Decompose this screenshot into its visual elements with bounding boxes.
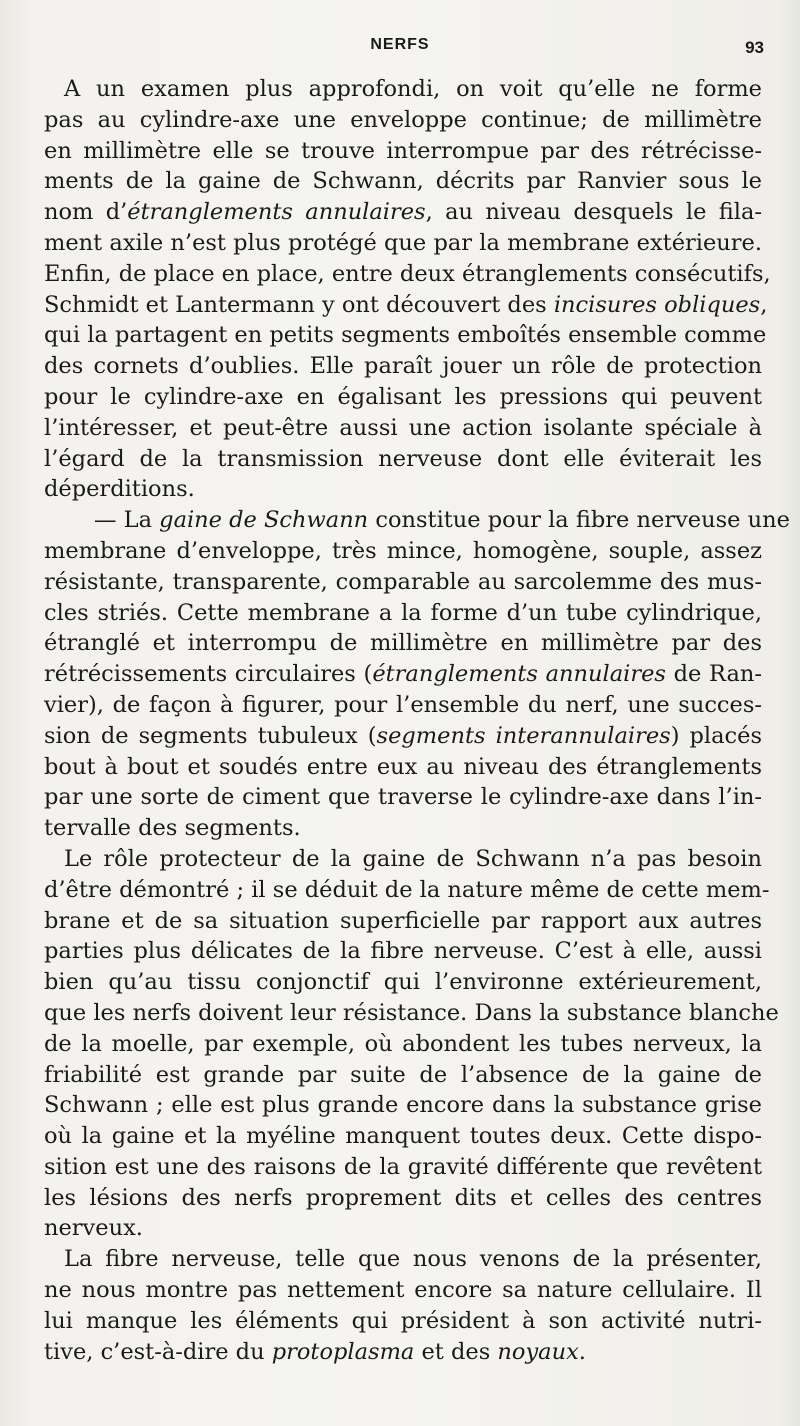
text-line: pour le cylindre-axe en égalisant les pressions qui peuvent bbox=[44, 383, 762, 410]
page-number: 93 bbox=[745, 38, 764, 57]
text-line: où la gaine et la myéline manquent toutes deux. Cette dispo- bbox=[44, 1123, 762, 1150]
text-line: lui manque les éléments qui président à son activité nutri- bbox=[44, 1307, 762, 1334]
text-line: ment axile n’est plus protégé que par la membrane extérieure. bbox=[44, 229, 762, 256]
text-line: La fibre nerveuse, telle que nous venons de la présenter, bbox=[64, 1246, 762, 1273]
text-line: Schmidt et Lantermann y ont découvert des incisures obliques, bbox=[44, 291, 768, 318]
running-head bbox=[0, 34, 800, 58]
text-line: — La gaine de Schwann constitue pour la fibre nerveuse une bbox=[94, 507, 790, 534]
text-line: les lésions des nerfs proprement dits et celles des centres bbox=[44, 1184, 762, 1211]
text-line: que les nerfs doivent leur résistance. Dans la substance blanche bbox=[44, 999, 779, 1026]
text-line: A un examen plus approfondi, on voit qu’elle ne forme bbox=[64, 76, 762, 102]
text-line: résistante, transparente, comparable au sarcolemme des mus- bbox=[44, 568, 762, 595]
text-line: des cornets d’oublies. Elle paraît jouer un rôle de protection bbox=[44, 353, 762, 380]
text-line: membrane d’enveloppe, très mince, homogène, souple, assez bbox=[44, 537, 762, 564]
text-line: Schwann ; elle est plus grande encore dans la substance grise bbox=[44, 1092, 762, 1119]
body-text bbox=[44, 74, 790, 1367]
text-line: bout à bout et soudés entre eux au niveau des étranglements bbox=[44, 753, 762, 780]
text-line: rétrécissements circulaires (étranglements annulaires de Ran- bbox=[44, 661, 762, 688]
text-line: l’égard de la transmission nerveuse dont elle éviterait les bbox=[44, 445, 762, 472]
text-line: sion de segments tubuleux (segments interannulaires) placés bbox=[44, 722, 762, 749]
text-line: sition est une des raisons de la gravité différente que revêtent bbox=[44, 1153, 762, 1180]
text-line: tive, c’est-à-dire du protoplasma et des noyaux. bbox=[44, 1338, 586, 1365]
text-line: Le rôle protecteur de la gaine de Schwann n’a pas besoin bbox=[64, 845, 762, 872]
chapter-title: NERFS bbox=[370, 36, 430, 53]
text-line: en millimètre elle se trouve interrompue par des rétrécisse- bbox=[44, 137, 762, 164]
text-line: brane et de sa situation superficielle par rapport aux autres bbox=[44, 907, 762, 934]
text-line: ne nous montre pas nettement encore sa nature cellulaire. Il bbox=[44, 1277, 762, 1304]
text-line: par une sorte de ciment que traverse le cylindre-axe dans l’in- bbox=[44, 784, 762, 811]
text-line: nom d’étranglements annulaires, au niveau desquels le fila- bbox=[44, 199, 762, 226]
text-line: de la moelle, par exemple, où abondent les tubes nerveux, la bbox=[44, 1030, 762, 1057]
text-line: d’être démontré ; il se déduit de la nature même de cette mem- bbox=[44, 876, 770, 903]
text-line: Enfin, de place en place, entre deux étranglements consécutifs, bbox=[44, 260, 771, 287]
text-line: parties plus délicates de la fibre nerveuse. C’est à elle, aussi bbox=[44, 938, 762, 965]
text-line: cles striés. Cette membrane a la forme d’un tube cylindrique, bbox=[44, 599, 762, 626]
text-line: friabilité est grande par suite de l’absence de la gaine de bbox=[44, 1061, 762, 1088]
text-line: bien qu’au tissu conjonctif qui l’environne extérieurement, bbox=[44, 969, 762, 996]
text-line: l’intéresser, et peut-être aussi une action isolante spéciale à bbox=[44, 414, 762, 441]
text-line: déperditions. bbox=[44, 476, 195, 503]
text-line: nerveux. bbox=[44, 1215, 143, 1242]
text-line: vier), de façon à figurer, pour l’ensemble du nerf, une succes- bbox=[44, 691, 762, 718]
text-line: ments de la gaine de Schwann, décrits par Ranvier sous le bbox=[44, 168, 762, 195]
text-line: qui la partagent en petits segments emboîtés ensemble comme bbox=[44, 322, 767, 349]
text-line: étranglé et interrompu de millimètre en millimètre par des bbox=[44, 630, 762, 657]
text-line: pas au cylindre-axe une enveloppe continue; de millimètre bbox=[44, 106, 762, 133]
text-line: tervalle des segments. bbox=[44, 815, 301, 842]
